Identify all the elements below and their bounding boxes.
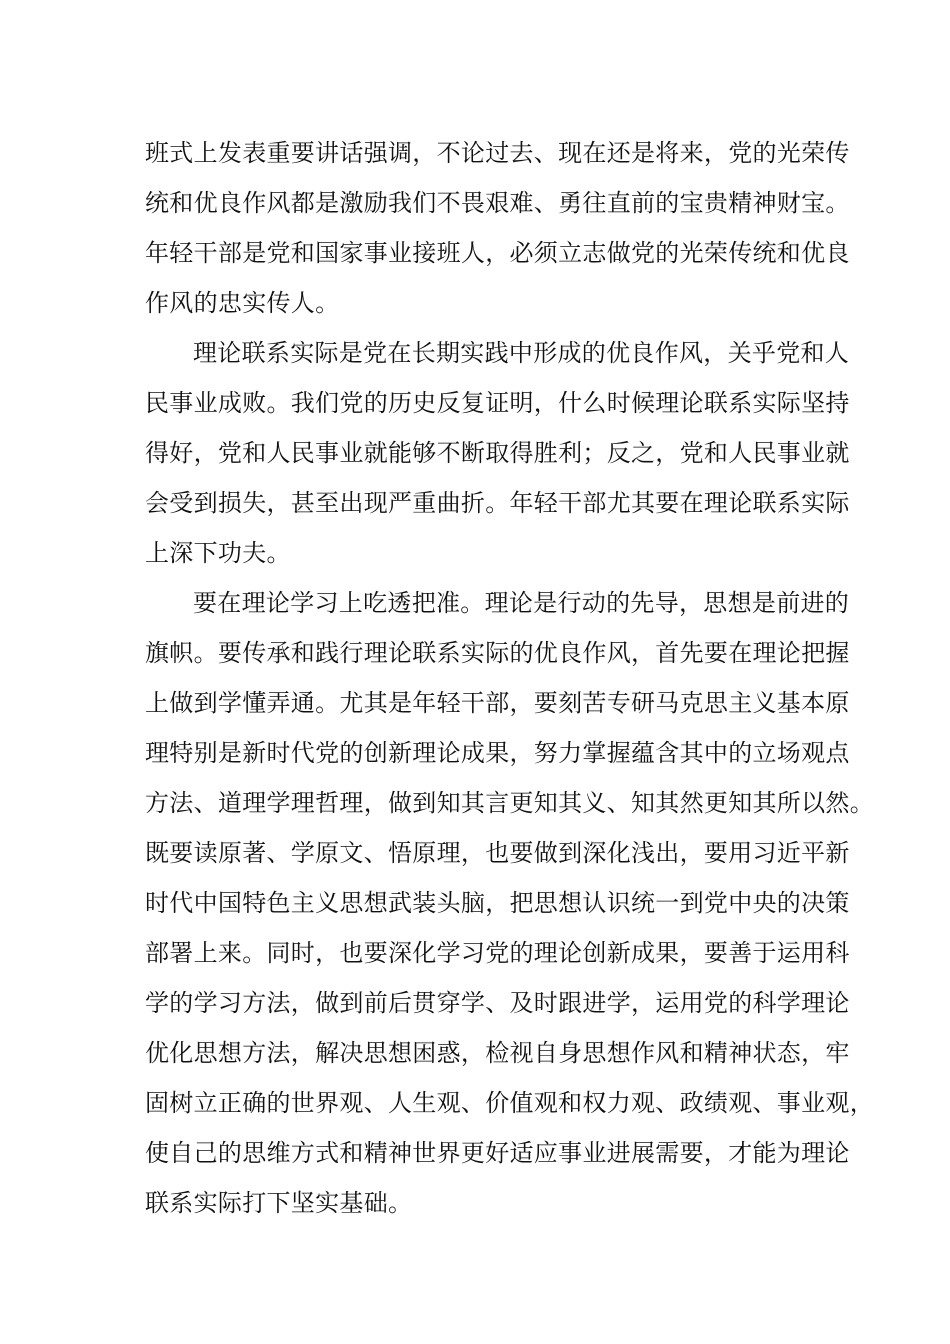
text-line: 理论联系实际是党在长期实践中形成的优良作风，关乎党和人: [193, 339, 850, 367]
text-line: 上做到学懂弄通。尤其是年轻干部，要刻苦专研马克思主义基本原: [145, 689, 850, 717]
text-line: 方法、道理学理哲理，做到知其言更知其义、知其然更知其所以然。: [145, 789, 874, 817]
text-line: 固树立正确的世界观、人生观、价值观和权力观、政绩观、事业观，: [145, 1089, 874, 1117]
text-line: 旗帜。要传承和践行理论联系实际的优良作风，首先要在理论把握: [145, 639, 850, 667]
text-line: 民事业成败。我们党的历史反复证明，什么时候理论联系实际坚持: [145, 389, 850, 417]
document-body: [145, 128, 874, 1228]
paragraph-3: [145, 578, 874, 1228]
text-line: 部署上来。同时，也要深化学习党的理论创新成果，要善于运用科: [145, 939, 850, 967]
text-line: 要在理论学习上吃透把准。理论是行动的先导，思想是前进的: [193, 589, 850, 617]
text-line: 得好，党和人民事业就能够不断取得胜利；反之，党和人民事业就: [145, 439, 850, 467]
text-line: 时代中国特色主义思想武装头脑，把思想认识统一到党中央的决策: [145, 889, 850, 917]
text-line: 理特别是新时代党的创新理论成果，努力掌握蕴含其中的立场观点: [145, 739, 850, 767]
text-line: 统和优良作风都是激励我们不畏艰难、勇往直前的宝贵精神财宝。: [145, 189, 850, 217]
text-line: 作风的忠实传人。: [145, 289, 340, 317]
text-line: 优化思想方法，解决思想困惑，检视自身思想作风和精神状态，牢: [145, 1039, 850, 1067]
paragraph-2: [145, 328, 850, 578]
paragraph-1: [145, 128, 850, 328]
text-line: 联系实际打下坚实基础。: [145, 1189, 413, 1217]
text-line: 年轻干部是党和国家事业接班人，必须立志做党的光荣传统和优良: [145, 239, 850, 267]
text-line: 既要读原著、学原文、悟原理，也要做到深化浅出，要用习近平新: [145, 839, 850, 867]
text-line: 会受到损失，甚至出现严重曲折。年轻干部尤其要在理论联系实际: [145, 489, 850, 517]
text-line: 使自己的思维方式和精神世界更好适应事业进展需要，才能为理论: [145, 1139, 850, 1167]
text-line: 班式上发表重要讲话强调，不论过去、现在还是将来，党的光荣传: [145, 139, 850, 167]
text-line: 学的学习方法，做到前后贯穿学、及时跟进学，运用党的科学理论: [145, 989, 850, 1017]
text-line: 上深下功夫。: [145, 539, 291, 567]
